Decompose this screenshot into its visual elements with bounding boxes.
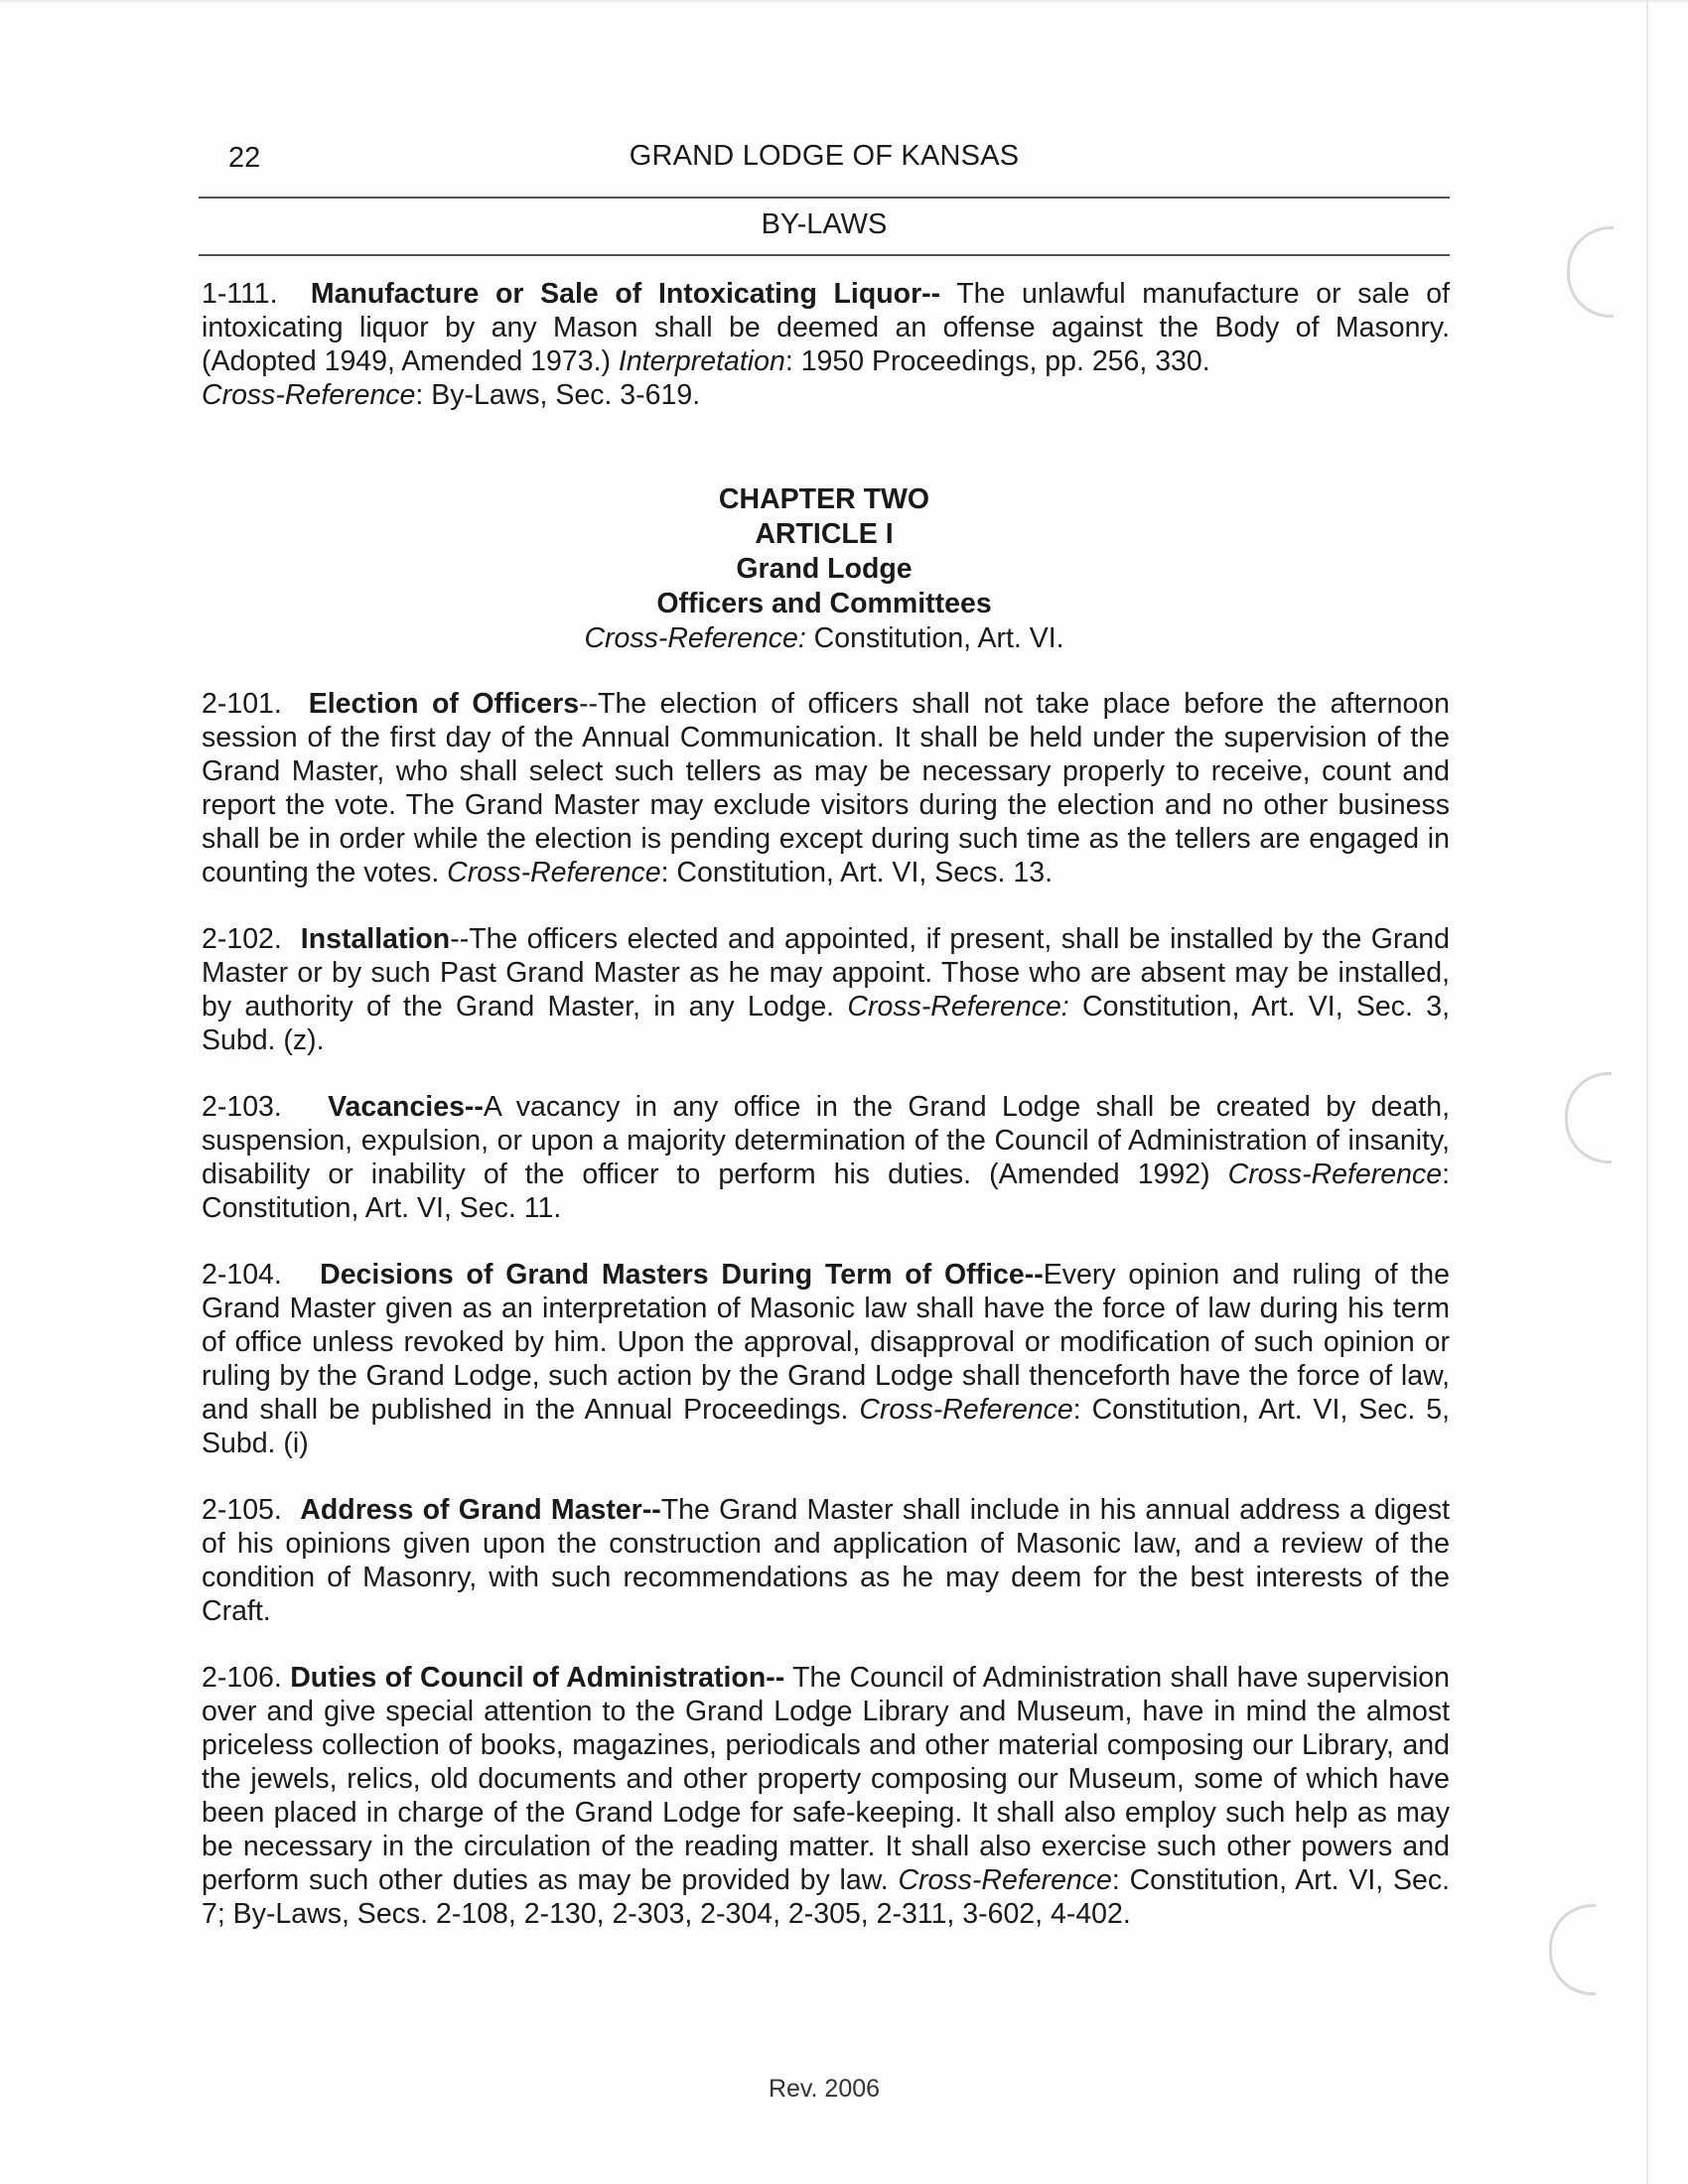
page-top-edge xyxy=(0,0,1688,2)
cross-reference-text: : Constitution, Art. VI, Sec. 11. xyxy=(202,1159,1450,1224)
cross-reference-text: : Constitution, Art. VI, Sec. 7; By-Laws, Secs. 2-108, 2-130, 2-303, 2-304, 2-305, 2-311, 3-602, 4-402. xyxy=(202,1864,1451,1930)
section-heading: Manufacture or Sale of Intoxicating Liquor-- xyxy=(310,278,941,310)
section-body: The unlawful manufacture or sale of intoxicating liquor by any Mason shall be deemed an offense against the Body of Masonry. (Adopted 1949, Amended 1973.) xyxy=(202,278,1450,377)
page-number: 22 xyxy=(228,142,261,174)
section-2-101 xyxy=(202,687,1450,889)
section-2-104 xyxy=(202,1258,1450,1460)
interpretation-label: Interpretation xyxy=(618,345,785,377)
section-heading: Duties of Council of Administration-- xyxy=(290,1662,785,1694)
cross-reference-label: Cross-Reference xyxy=(859,1394,1073,1426)
section-number: 1-111. xyxy=(202,278,278,310)
cross-reference-label: Cross-Reference: xyxy=(847,991,1069,1023)
revision-footer: Rev. 2006 xyxy=(768,2075,881,2103)
cross-reference-label: Cross-Reference xyxy=(447,857,661,888)
section-number: 2-102. xyxy=(202,923,282,955)
section-2-103 xyxy=(202,1090,1450,1225)
section-number: 2-103. xyxy=(202,1091,282,1123)
section-body: Every opinion and ruling of the Grand Master given as an interpretation of Masonic law shall have the force of law during his term of office unless revoked by him. Upon the approval, disapproval or modification of such opinion or ruling by the Grand Lodge, such action by the Grand Lodge shall thenceforth have the force of law, and shall be published in the Annual Proceedings. xyxy=(202,1259,1450,1426)
page-right-edge xyxy=(1646,0,1648,2184)
article-title: ARTICLE I xyxy=(755,518,894,550)
section-heading: Address of Grand Master-- xyxy=(300,1494,661,1526)
header-rule xyxy=(199,254,1450,256)
sections-list xyxy=(202,687,1450,1964)
cross-reference-label: Cross-Reference xyxy=(1227,1159,1443,1190)
section-heading: Installation xyxy=(300,923,451,955)
cross-reference-text: Constitution, Art. VI, Sec. 3, Subd. (z). xyxy=(202,991,1450,1056)
section-heading: Vacancies-- xyxy=(328,1091,484,1123)
cross-reference-text: : Constitution, Art. VI, Sec. 5, Subd. (i) xyxy=(202,1394,1450,1459)
chapter-title: CHAPTER TWO xyxy=(718,483,930,515)
section-2-102 xyxy=(202,922,1450,1057)
cross-reference-text: : By-Laws, Sec. 3-619. xyxy=(415,379,701,411)
cross-reference-text: : Constitution, Art. VI, Secs. 13. xyxy=(660,857,1054,888)
chapter-subsubject: Officers and Committees xyxy=(656,588,992,619)
section-heading: Decisions of Grand Masters During Term of Office-- xyxy=(320,1259,1044,1291)
section-number: 2-105. xyxy=(202,1494,282,1526)
section-number: 2-101. xyxy=(202,688,282,720)
cross-reference-label: Cross-Reference: xyxy=(584,622,806,654)
cross-reference-text: Constitution, Art. VI. xyxy=(805,622,1064,654)
section-body: --The election of officers shall not take place before the afternoon session of the first day of the Annual Communication. It shall be held under the supervision of the Grand Master, who shall select such tellers as may be necessary properly to receive, count and report the vote. The Grand Master may exclude visitors during the election and no other business shall be in order while the election is pending except during such time as the tellers are engaged in counting the votes. xyxy=(202,688,1450,888)
section-1-111 xyxy=(202,277,1450,412)
section-body: A vacancy in any office in the Grand Lodge shall be created by death, suspension, expulsion, or upon a majority determination of the Council of Administration of insanity, disability or inability of the officer to perform his duties. (Amended 1992) xyxy=(202,1091,1450,1190)
running-head-title: GRAND LODGE OF KANSAS xyxy=(629,140,1020,172)
cross-reference-label: Cross-Reference xyxy=(202,379,416,411)
header-rule xyxy=(199,197,1450,199)
chapter-subject: Grand Lodge xyxy=(736,553,913,585)
punch-hole-shadow xyxy=(1567,226,1614,318)
punch-hole-shadow xyxy=(1565,1072,1612,1163)
section-number: 2-104. xyxy=(202,1259,282,1291)
section-2-106 xyxy=(202,1661,1450,1931)
chapter-heading xyxy=(199,482,1450,656)
section-body: The Council of Administration shall have supervision over and give special attention to the Grand Lodge Library and Museum, have in mind the almost priceless collection of books, magazines, periodicals and other material composing our Library, and the jewels, relics, old documents and other property composing our Museum, some of which have been placed in charge of the Grand Lodge for safe-keeping. It shall also employ such help as may be necessary in the circulation of the reading matter. It shall also exercise such other powers and perform such other duties as may be provided by law. xyxy=(202,1662,1450,1896)
interpretation-text: : 1950 Proceedings, pp. 256, 330. xyxy=(784,345,1210,377)
section-heading: Election of Officers xyxy=(308,688,580,720)
section-2-105 xyxy=(202,1493,1450,1628)
section-body: The Grand Master shall include in his annual address a digest of his opinions given upon the construction and application of Masonic law, and a review of the condition of Masonry, with such recommendations as he may deem for the best interests of the Craft. xyxy=(202,1494,1450,1627)
section-number: 2-106. xyxy=(202,1662,282,1694)
cross-reference-label: Cross-Reference xyxy=(898,1864,1112,1896)
running-head-subtitle: BY-LAWS xyxy=(761,208,888,240)
punch-hole-shadow xyxy=(1549,1904,1596,1995)
section-body: --The officers elected and appointed, if present, shall be installed by the Grand Master or by such Past Grand Master as he may appoint. Those who are absent may be installed, by authority of the Grand Master, in any Lodge. xyxy=(202,923,1450,1023)
chapter-cross-reference xyxy=(199,621,1450,656)
